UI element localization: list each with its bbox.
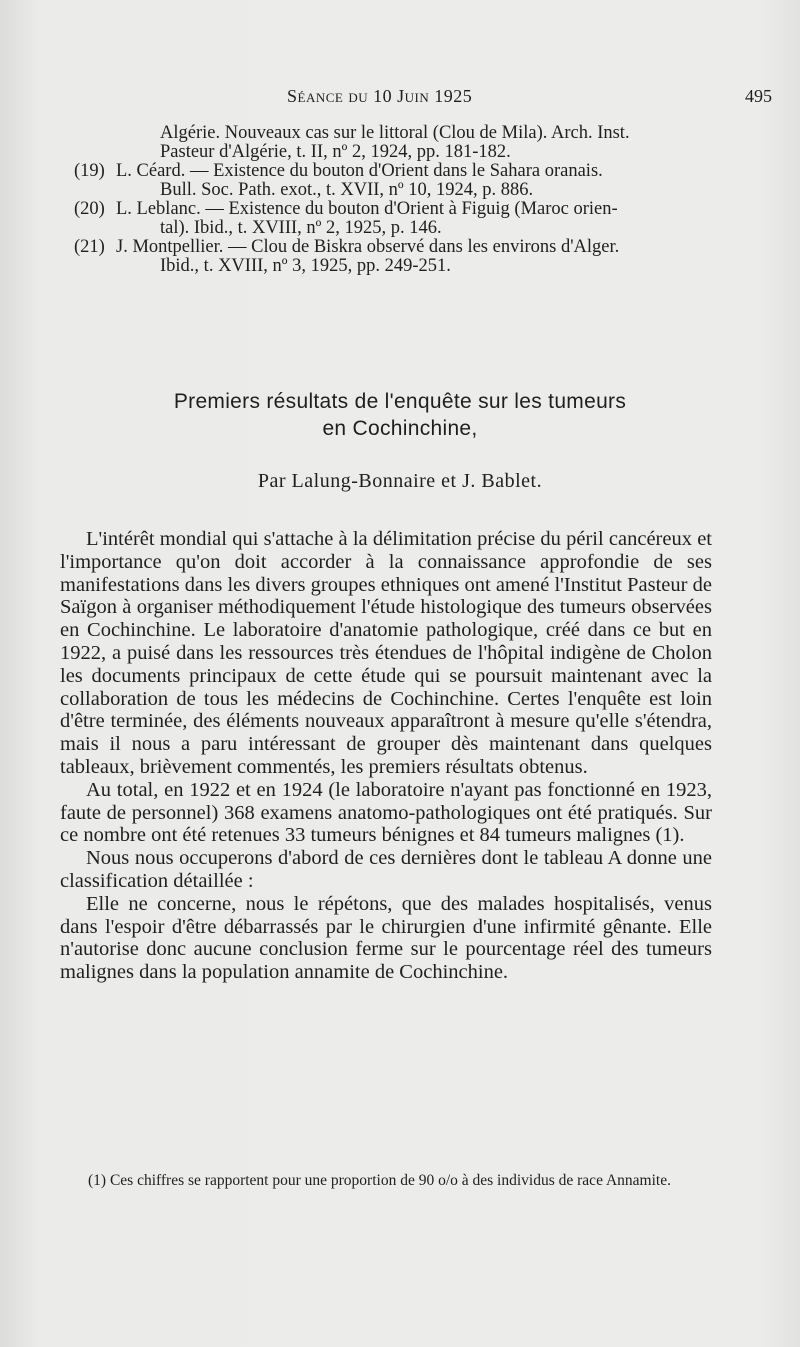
paragraph: Nous nous occuperons d'abord de ces dernières dont le tableau A donne une classification détaillée : [60, 847, 712, 892]
reference-19 [74, 162, 744, 181]
reference-20 [74, 200, 744, 219]
reference-text: L. Céard. — Existence du bouton d'Orient dans le Sahara oranais. [116, 161, 603, 181]
paragraph: L'intérêt mondial qui s'attache à la délimitation précise du péril cancéreux et l'importance qu'on doit accorder à la connaissance approfondie de ses manifestations dans les divers groupes ethniques ont amené l'Institut Pasteur de Saïgon à organiser méthodiquement l'étude histologique des tumeurs observées en Cochinchine. Le laboratoire d'anatomie pathologique, créé dans ce but en 1922, a puisé dans les ressources très étendues de l'hôpital indigène de Cholon les documents principaux de cette étude qui se poursuit maintenant avec la collaboration de tous les médecins de Cochinchine. Certes l'enquête est loin d'être terminée, des éléments nouveaux apparaîtront à mesure qu'elle s'étendra, mais il nous a paru intéressant de grouper dès maintenant dans quelques tableaux, brièvement commentés, les premiers résultats obtenus. [60, 528, 712, 778]
article-title [130, 388, 670, 442]
reference-continuation-line: Pasteur d'Algérie, t. II, nº 2, 1924, pp. 181-182. [160, 142, 511, 162]
article-title-line: en Cochinchine, [322, 417, 478, 440]
reference-21 [74, 238, 744, 257]
article-authors: Par Lalung-Bonnaire et J. Bablet. [257, 470, 543, 492]
reference-number: (19) [74, 161, 105, 181]
reference-text: Bull. Soc. Path. exot., t. XVII, nº 10, 1924, p. 886. [160, 180, 534, 200]
reference-text: tal). Ibid., t. XVIII, nº 2, 1925, p. 146. [160, 218, 442, 238]
reference-number: (21) [74, 237, 105, 257]
paragraph: Au total, en 1922 et en 1924 (le laboratoire n'ayant pas fonctionné en 1923, faute de personnel) 368 examens anatomo-pathologiques ont été pratiqués. Sur ce nombre ont été retenues 33 tumeurs bénignes et 84 tumeurs malignes (1). [60, 778, 712, 847]
reference-continuation-line: Algérie. Nouveaux cas sur le littoral (Clou de Mila). Arch. Inst. [160, 123, 630, 143]
reference-list [74, 124, 744, 276]
paragraph: Elle ne concerne, nous le répétons, que des malades hospitalisés, venus dans l'espoir d'être débarrassés par le chirurgien d'une infirmité gênante. Elle n'autorise donc aucune conclusion ferme sur le pourcentage réel des tumeurs malignes dans la population annamite de Cochinchine. [60, 892, 712, 984]
reference-number: (20) [74, 199, 105, 219]
footnote: (1) Ces chiffres se rapportent pour une proportion de 90 o/o à des individus de race Annamite. [88, 1172, 671, 1189]
reference-text: J. Montpellier. — Clou de Biskra observé dans les environs d'Alger. [116, 237, 620, 257]
article-body [60, 528, 712, 984]
page-number: 495 [745, 86, 772, 106]
article-title-line: Premiers résultats de l'enquête sur les tumeurs [173, 390, 627, 413]
reference-text: Ibid., t. XVIII, nº 3, 1925, pp. 249-251. [160, 256, 451, 276]
reference-text: L. Leblanc. — Existence du bouton d'Orient à Figuig (Maroc orien- [116, 199, 618, 219]
running-head: Séance du 10 Juin 1925 [287, 86, 473, 106]
